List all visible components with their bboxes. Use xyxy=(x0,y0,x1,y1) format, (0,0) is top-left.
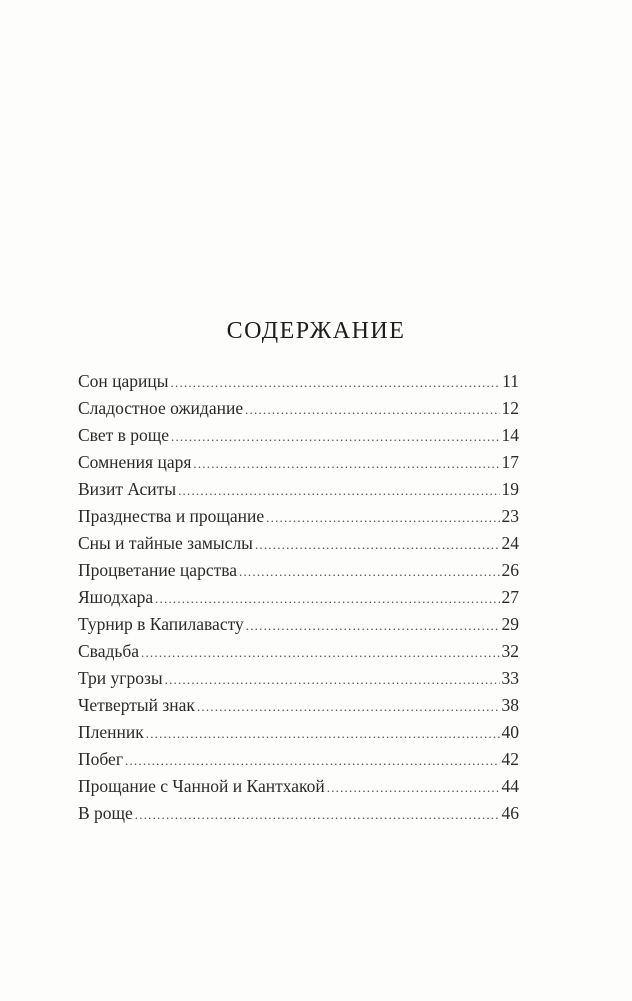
toc-entry xyxy=(78,668,519,695)
toc-entry-title: Прощание с Чанной и Кантхакой xyxy=(78,776,325,796)
toc-entry xyxy=(78,776,519,803)
toc-entry-title: Празднества и прощание xyxy=(78,506,265,526)
toc-entry-page: 26 xyxy=(501,560,519,580)
toc-entry xyxy=(78,533,519,560)
toc-entry-page: 17 xyxy=(501,452,519,472)
toc-entry xyxy=(78,506,519,533)
dot-leader xyxy=(165,672,500,688)
toc-entry xyxy=(78,803,519,830)
toc-entry xyxy=(78,398,519,425)
toc-entry-page: 44 xyxy=(501,776,519,796)
toc-entry xyxy=(78,560,519,587)
dot-leader xyxy=(171,375,501,391)
toc-entry-title: Сомнения царя xyxy=(78,452,192,472)
toc-entry xyxy=(78,749,519,776)
toc-entry xyxy=(78,479,519,506)
toc-entry-page: 46 xyxy=(501,803,519,823)
toc-entry-title: Яшодхара xyxy=(78,587,154,607)
toc-entry-page: 40 xyxy=(501,722,519,742)
toc-entry-page: 11 xyxy=(502,371,519,391)
toc-entry-title: Свет в роще xyxy=(78,425,170,445)
toc-entry xyxy=(78,722,519,749)
toc-entry-page: 24 xyxy=(501,533,519,553)
toc-entry-page: 33 xyxy=(501,668,519,688)
toc-entry-page: 42 xyxy=(501,749,519,769)
dot-leader xyxy=(246,618,500,634)
toc-entry-title: Процветание царства xyxy=(78,560,238,580)
toc-entry-title: Побег xyxy=(78,749,124,769)
table-of-contents xyxy=(78,371,519,830)
toc-entry-page: 29 xyxy=(501,614,519,634)
toc-entry-title: В роще xyxy=(78,803,133,823)
toc-entry-title: Свадьба xyxy=(78,641,140,661)
toc-entry-title: Три угрозы xyxy=(78,668,163,688)
toc-entry xyxy=(78,587,519,614)
dot-leader xyxy=(327,780,500,796)
dot-leader xyxy=(135,807,500,823)
toc-entry-title: Визит Аситы xyxy=(78,479,177,499)
dot-leader xyxy=(146,726,500,742)
toc-entry xyxy=(78,371,519,398)
dot-leader xyxy=(171,429,499,445)
toc-entry xyxy=(78,695,519,722)
dot-leader xyxy=(193,456,499,472)
dot-leader xyxy=(266,510,499,526)
toc-entry-title: Сладостное ожидание xyxy=(78,398,244,418)
toc-entry-page: 19 xyxy=(501,479,519,499)
dot-leader xyxy=(141,645,499,661)
toc-entry-title: Сон царицы xyxy=(78,371,169,391)
dot-leader xyxy=(255,537,500,553)
toc-entry xyxy=(78,614,519,641)
page-title: СОДЕРЖАНИЕ xyxy=(226,318,406,344)
toc-entry-page: 32 xyxy=(501,641,519,661)
toc-entry-page: 23 xyxy=(501,506,519,526)
toc-entry-page: 12 xyxy=(501,398,519,418)
dot-leader xyxy=(155,591,499,607)
toc-entry-page: 14 xyxy=(501,425,519,445)
dot-leader xyxy=(197,699,500,715)
toc-entry-title: Сны и тайные замыслы xyxy=(78,533,253,553)
toc-entry xyxy=(78,641,519,668)
dot-leader xyxy=(178,483,499,499)
dot-leader xyxy=(245,402,499,418)
toc-entry-title: Турнир в Капилавасту xyxy=(78,614,244,634)
toc-entry xyxy=(78,452,519,479)
toc-entry-title: Четвертый знак xyxy=(78,695,195,715)
toc-entry-title: Пленник xyxy=(78,722,144,742)
toc-entry xyxy=(78,425,519,452)
toc-entry-page: 38 xyxy=(501,695,519,715)
dot-leader xyxy=(125,753,499,769)
dot-leader xyxy=(239,564,499,580)
toc-entry-page: 27 xyxy=(501,587,519,607)
